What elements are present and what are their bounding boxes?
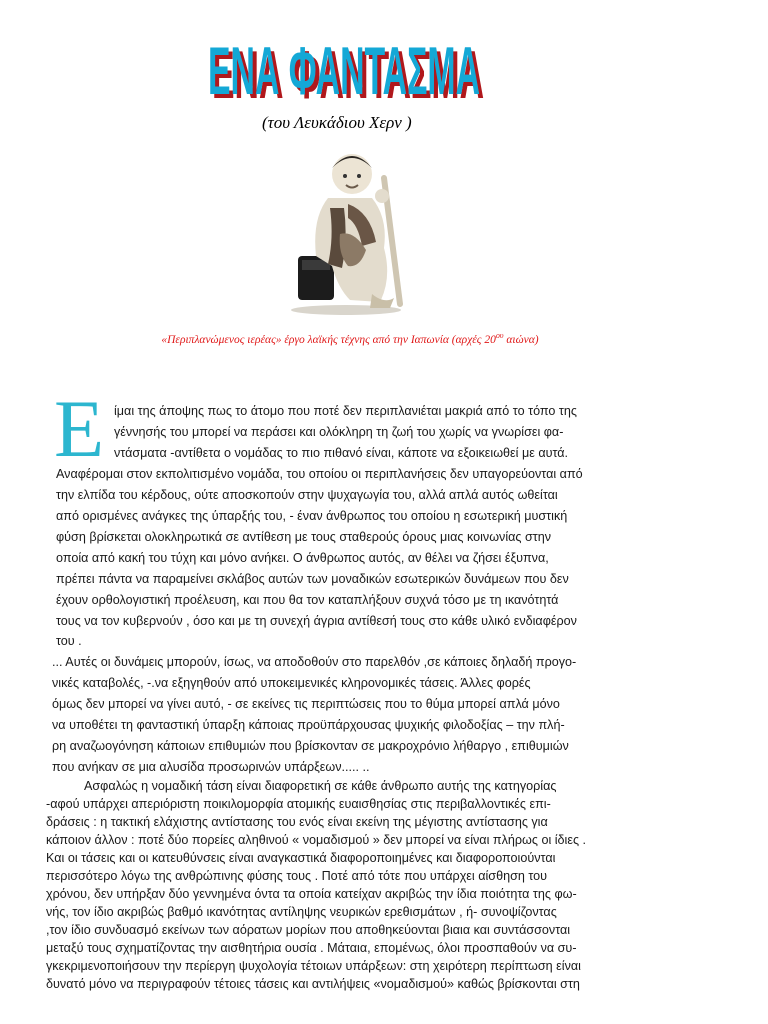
body-line: όμως δεν μπορεί να γίνει αυτό, - σε εκείνες τις περιπτώσεις που το θύμα μπορεί απλά μόνο — [52, 697, 560, 711]
body-line: οποία από κακή του τύχη και μόνο ανήκει. Ο άνθρωπος αυτός, αν θέλει να ζήσει έξυπνα, — [56, 551, 549, 565]
body-line: πρέπει πάντα να παραμείνει σκλάβος αυτών των μοναδικών εσωτερικών δυνάμεων που δεν — [56, 572, 569, 586]
body-line: κάποιον άλλον : ποτέ δύο πορείες αληθινού « νομαδισμού » δεν μπορεί να είναι πλήρως οι ίδιες . — [46, 833, 587, 847]
body-line: φύση βρίσκεται ολοκληρωτικά σε αντίθεση με τους σταθερούς όρους μιας κοινωνίας στην — [56, 530, 552, 544]
body-line: έχουν ορθολογιστική προέλευση, και που θα τον καταπλήξουν συχνά τόσο με τη ικανότητά — [56, 593, 559, 607]
netsuke-figure-image — [288, 138, 410, 316]
body-line: δράσεις : η τακτική ελάχιστης αντίστασης του ενός είναι εκείνη της μέγιστης αντίστασης για — [46, 815, 548, 829]
body-line: Αναφέρομαι στον εκπολιτισμένο νομάδα, του οποίου οι περιπλανήσεις δεν υπαγορεύονται από — [56, 467, 583, 481]
body-line: να υποθέτει τη φανταστική ύπαρξη κάποιας προϋπάρχουσας ψυχικής φιλοδοξίας – την πλή- — [52, 718, 565, 732]
body-line: ίμαι της άποψης πως το άτομο που ποτέ δεν περιπλανιέται μακριά από το τόπο της — [114, 404, 577, 418]
body-line: μεταξύ τους σχηματίζοντας την αισθητήρια ουσία . Μάταια, επομένως, όλοι προσπαθούν να συ- — [46, 941, 577, 955]
body-line: ... Αυτές οι δυνάμεις μπορούν, ίσως, να αποδοθούν στο παρελθόν ,σε κάποιες δηλαδή προγο- — [52, 655, 577, 669]
caption-superscript: ου — [495, 331, 504, 340]
body-line: ντάσματα -αντίθετα ο νομάδας το πιο πιθανό είναι, κάποτε να εξοικειωθεί με αυτά. — [114, 446, 569, 460]
body-line: γέννησής του μπορεί να περάσει και ολόκληρη τη ζωή του χωρίς να γνωρίσει φα- — [114, 425, 564, 439]
body-line: τους να τον κυβερνούν , όσο και με τη συνεχή άγρια αντίθεσή τους στο κάθε υλικό ενδιαφέρον — [56, 614, 577, 628]
body-line: ρη αναζωογόνηση κάποιων επιθυμιών που βρίσκονταν σε μακροχρόνιο λήθαργο , επιθυμιών — [52, 739, 569, 753]
body-line: ,τον ίδιο συνδυασμό εκείνων των αόρατων μορίων που αποθηκεύονται βιαια και συντάσσονται — [46, 923, 571, 937]
drop-cap: Ε — [54, 383, 105, 474]
body-line: -αφού υπάρχει απεριόριστη ποικιλομορφία ατομικής ευαισθησίας στις περιβαλλοντικές επι- — [46, 797, 551, 811]
body-line: Ασφαλώς η νομαδική τάση είναι διαφορετική σε κάθε άνθρωπο αυτής της κατηγορίας — [84, 779, 557, 793]
title-text: ΕΝΑ ΦΑΝΤΑΣΜΑ — [208, 33, 480, 109]
body-line: χρόνου, δεν υπήρξαν δύο γεννημένα όντα τα οποία κατείχαν ακριβώς την ίδια ποιότητα της φω- — [46, 887, 577, 901]
body-line: Και οι τάσεις και οι κατευθύνσεις είναι αναγκαστικά διαφοροποιημένες και διαφοροποιούνται — [46, 851, 556, 865]
body-line: περισσότερο λόγω της ανθρώπινης φύσης τους . Ποτέ από τότε που υπάρχει αίσθηση του — [46, 869, 548, 883]
body-line: δυνατό μόνο να περιγραφούν τέτοιες τάσεις και αντιλήψεις «νομαδισμού» καθώς βρίσκονται στη — [46, 977, 580, 991]
body-line: από ορισμένες ανάγκες της ύπαρξής του, - έναν άνθρωπος του οποίου η εσωτερική μυστική — [56, 509, 568, 523]
body-line: του . — [56, 634, 82, 648]
body-line: νής, τον ίδιο ακριβώς βαθμό ικανότητας αντίληψης νευρικών ερεθισμάτων , ή- συνοψίζοντας — [46, 905, 557, 919]
body-line: την ελπίδα του κέρδους, ούτε αποσκοπούν στην ψυχαγωγία του, αλλά απλά αυτός ωθείται — [56, 488, 558, 502]
body-line: γκεκριμενοποιήσουν την περίεργη ψυχολογία τέτοιων υπάρξεων: στη χειρότερη περίπτωση είναι — [46, 959, 581, 973]
caption-tail: αιώνα) — [503, 333, 539, 346]
image-caption — [0, 331, 700, 346]
body-line: που ανήκαν σε μια αλυσίδα προσωρινών υπάρξεων..... .. — [52, 760, 370, 774]
page-title — [195, 32, 495, 110]
author-subtitle: (του Λευκάδιου Χερν ) — [262, 113, 412, 132]
body-line: νικές καταβολές, -.να εξηγηθούν από υποκειμενικές κληρονομικές τάσεις. Άλλες φορές — [52, 676, 531, 690]
title-shadow: ΕΝΑ ΦΑΝΤΑΣΜΑ — [212, 37, 484, 110]
caption-text: «Περιπλανώμενος ιερέας» έργο λαϊκής τέχνης από την Ιαπωνία (αρχές 20 — [161, 333, 496, 346]
